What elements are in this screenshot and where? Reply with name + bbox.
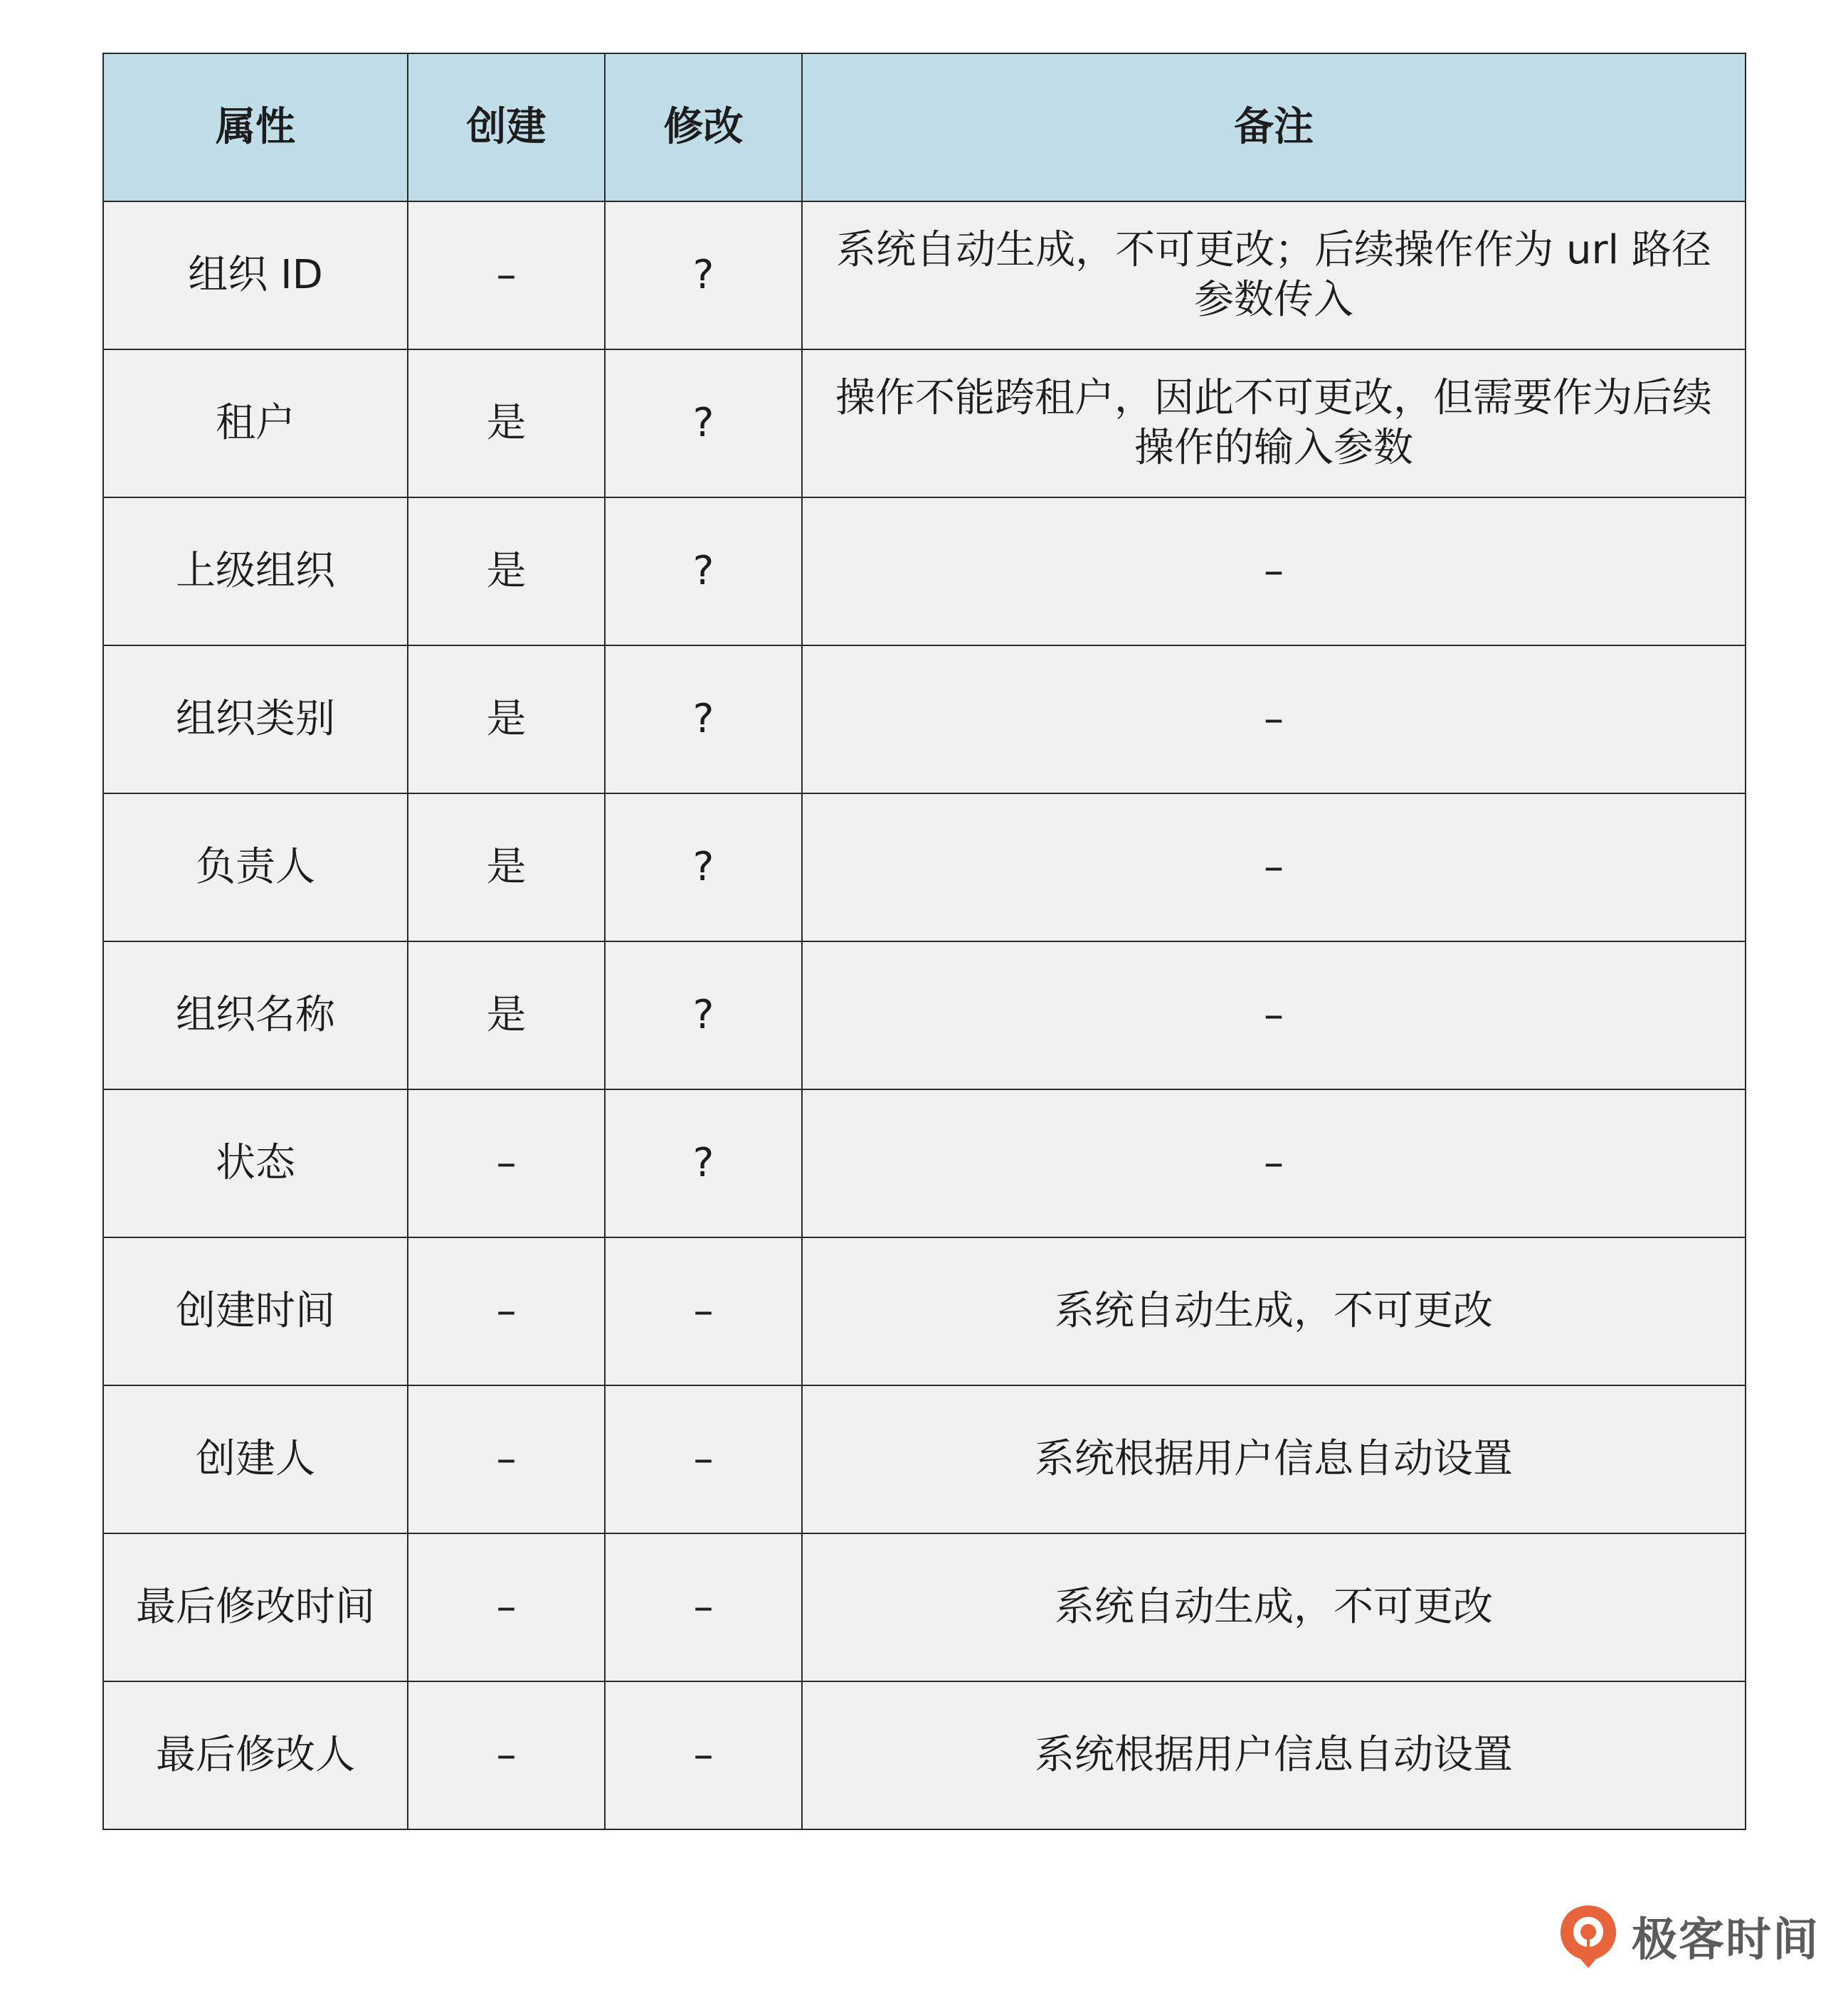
attribute-table — [102, 53, 1746, 1830]
cell-attribute: 组织 ID — [103, 201, 408, 349]
cell-remark: 系统根据用户信息自动设置 — [802, 1385, 1746, 1533]
cell-attribute: 组织名称 — [103, 941, 408, 1089]
cell-attribute: 状态 — [103, 1089, 408, 1237]
cell-attribute: 上级组织 — [103, 497, 408, 645]
table-row — [103, 793, 1746, 941]
cell-remark: – — [802, 941, 1746, 1089]
cell-modify: – — [605, 1681, 802, 1829]
cell-attribute: 组织类别 — [103, 645, 408, 793]
table-row — [103, 1533, 1746, 1681]
table-row — [103, 201, 1746, 349]
table-row — [103, 497, 1746, 645]
cell-remark: 操作不能跨租户，因此不可更改，但需要作为后续操作的输入参数 — [802, 349, 1746, 497]
cell-create: – — [408, 1385, 605, 1533]
table-row — [103, 349, 1746, 497]
cell-create: – — [408, 1237, 605, 1385]
cell-remark: 系统自动生成，不可更改 — [802, 1533, 1746, 1681]
cell-create: 是 — [408, 793, 605, 941]
cell-remark: – — [802, 793, 1746, 941]
cell-modify: ? — [605, 201, 802, 349]
cell-remark: 系统自动生成，不可更改 — [802, 1237, 1746, 1385]
cell-attribute: 负责人 — [103, 793, 408, 941]
cell-create: 是 — [408, 349, 605, 497]
cell-attribute: 最后修改人 — [103, 1681, 408, 1829]
cell-attribute: 创建人 — [103, 1385, 408, 1533]
cell-create: – — [408, 1533, 605, 1681]
cell-remark: 系统自动生成，不可更改；后续操作作为 url 路径参数传入 — [802, 201, 1746, 349]
cell-modify: ? — [605, 349, 802, 497]
cell-create: – — [408, 1681, 605, 1829]
cell-modify: – — [605, 1533, 802, 1681]
cell-attribute: 最后修改时间 — [103, 1533, 408, 1681]
cell-modify: ? — [605, 793, 802, 941]
cell-create: 是 — [408, 497, 605, 645]
cell-modify: – — [605, 1385, 802, 1533]
cell-attribute: 租户 — [103, 349, 408, 497]
brand-watermark — [1558, 1903, 1820, 1970]
cell-create: – — [408, 1089, 605, 1237]
cell-remark: – — [802, 1089, 1746, 1237]
brand-name: 极客时间 — [1632, 1914, 1820, 1967]
cell-modify: ? — [605, 645, 802, 793]
cell-modify: ? — [605, 1089, 802, 1237]
geektime-logo-icon — [1558, 1903, 1619, 1970]
cell-create: 是 — [408, 941, 605, 1089]
cell-attribute: 创建时间 — [103, 1237, 408, 1385]
cell-modify: – — [605, 1237, 802, 1385]
header-create: 创建 — [408, 53, 605, 201]
cell-remark: 系统根据用户信息自动设置 — [802, 1681, 1746, 1829]
cell-modify: ? — [605, 497, 802, 645]
table-row — [103, 941, 1746, 1089]
cell-modify: ? — [605, 941, 802, 1089]
cell-create: – — [408, 201, 605, 349]
table-row — [103, 645, 1746, 793]
header-modify: 修改 — [605, 53, 802, 201]
table-header-row — [103, 53, 1746, 201]
table-row — [103, 1681, 1746, 1829]
table-row — [103, 1237, 1746, 1385]
header-attribute: 属性 — [103, 53, 408, 201]
table-row — [103, 1385, 1746, 1533]
header-remark: 备注 — [802, 53, 1746, 201]
cell-remark: – — [802, 645, 1746, 793]
cell-create: 是 — [408, 645, 605, 793]
cell-remark: – — [802, 497, 1746, 645]
attribute-table-container — [102, 53, 1745, 1830]
table-row — [103, 1089, 1746, 1237]
